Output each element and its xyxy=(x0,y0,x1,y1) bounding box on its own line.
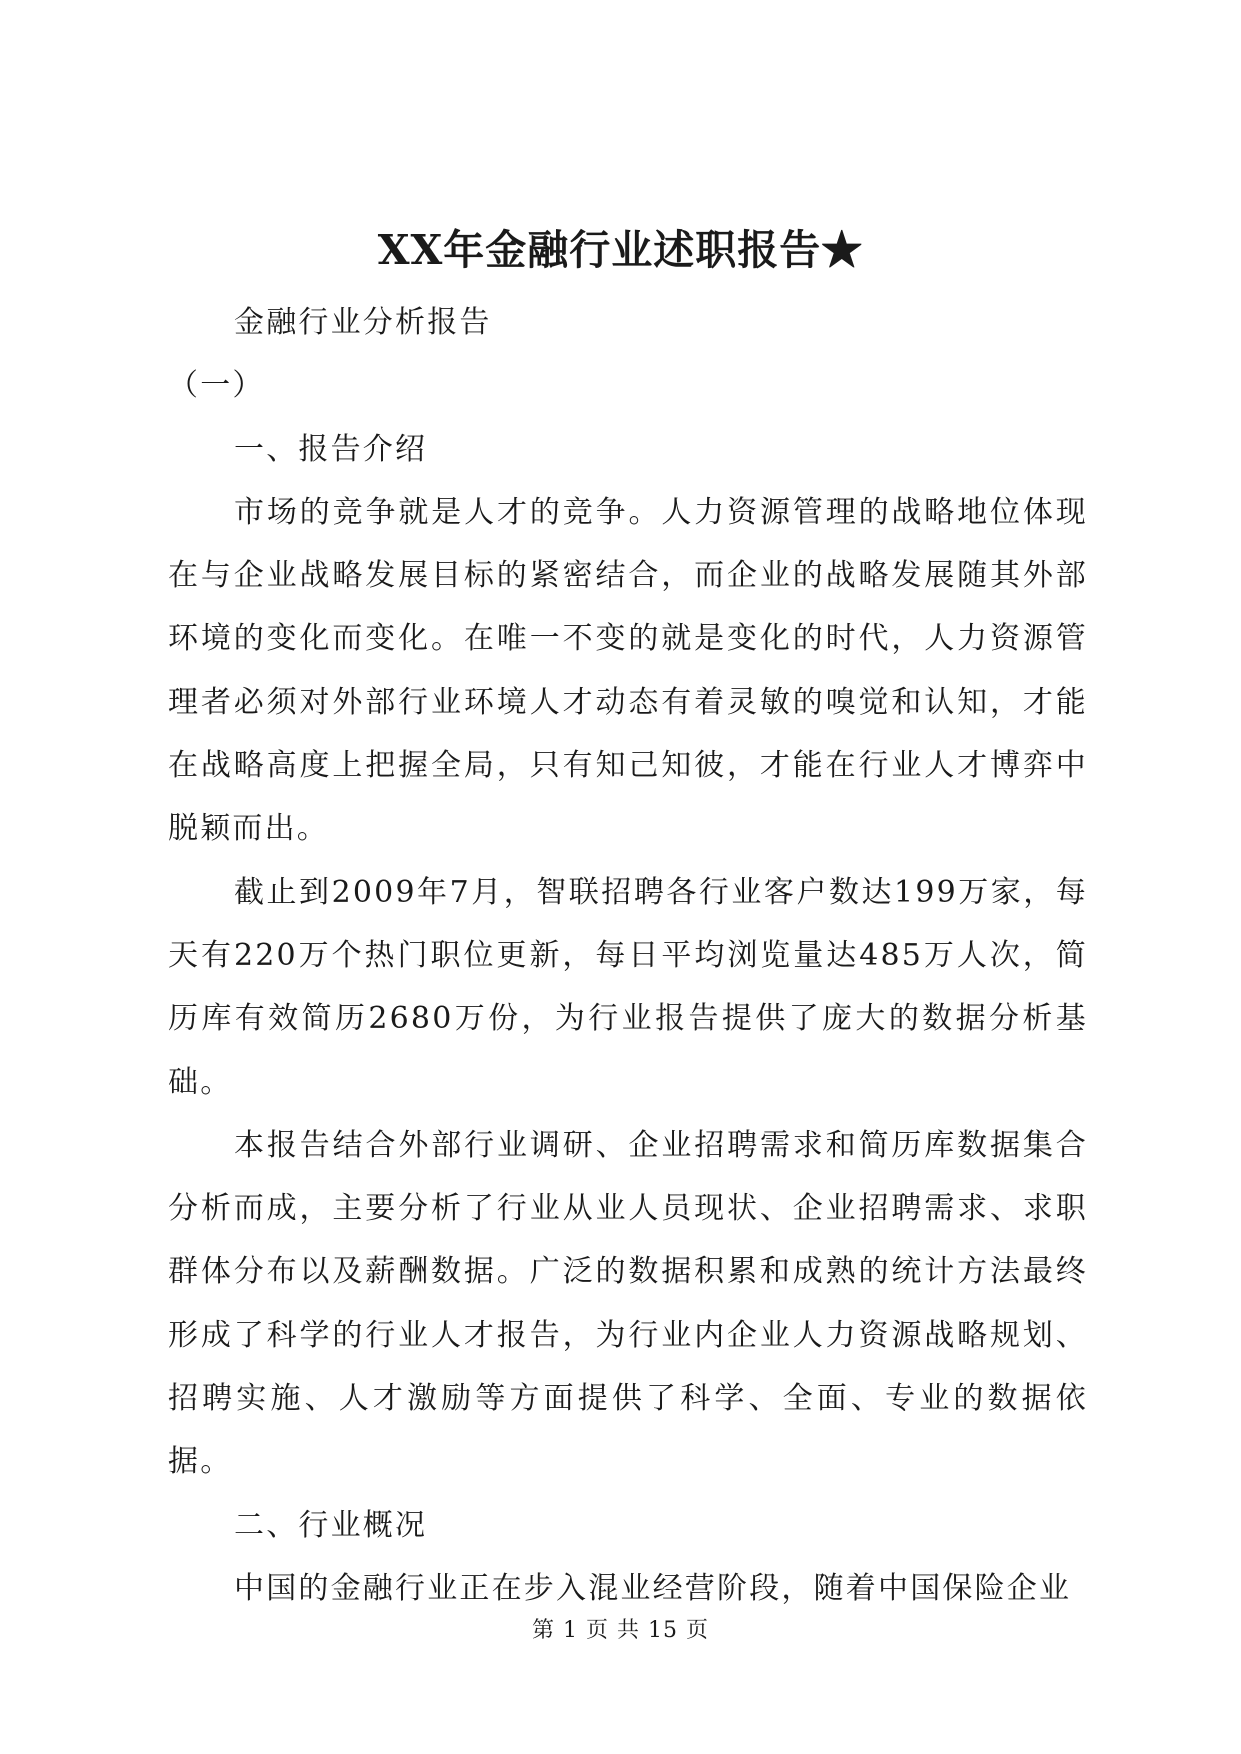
paragraph-report-scope: 本报告结合外部行业调研、企业招聘需求和简历库数据集合分析而成，主要分析了行业从业人员现状、企业招聘需求、求职群体分布以及薪酬数据。广泛的数据积累和成熟的统计方法最终形成了科学的行业人才报告，为行业内企业人力资源战略规划、招聘实施、人才激励等方面提供了科学、全面、专业的数据依据。 xyxy=(168,1127,1088,1480)
paragraph-subtitle: 金融行业分析报告 xyxy=(234,305,492,340)
paragraph-section-number: （一） xyxy=(168,368,265,404)
heading-report-intro: 一、报告介绍 xyxy=(234,431,428,467)
paragraph-talent-competition: 市场的竞争就是人才的竞争。人力资源管理的战略地位体现在与企业战略发展目标的紧密结合，而企业的战略发展随其外部环境的变化而变化。在唯一不变的就是变化的时代，人力资源管理者必须对外部行业环境人才动态有着灵敏的嗅觉和认知，才能在战略高度上把握全局，只有知己知彼，才能在行业人才博弈中脱颖而出。 xyxy=(168,494,1088,847)
paragraph-statistics: 截止到2009年7月，智联招聘各行业客户数达199万家，每天有220万个热门职位更新，每日平均浏览量达485万人次，简历库有效简历2680万份，为行业报告提供了庞大的数据分析基础。 xyxy=(168,874,1088,1100)
page-number-footer: 第 1 页 共 15 页 xyxy=(532,1618,709,1643)
paragraph-industry-overview: 中国的金融行业正在步入混业经营阶段，随着中国保险企业 xyxy=(234,1570,1072,1606)
document-title: XX年金融行业述职报告★ xyxy=(377,226,864,274)
heading-industry-overview: 二、行业概况 xyxy=(234,1507,428,1543)
document-body xyxy=(168,291,1088,1620)
